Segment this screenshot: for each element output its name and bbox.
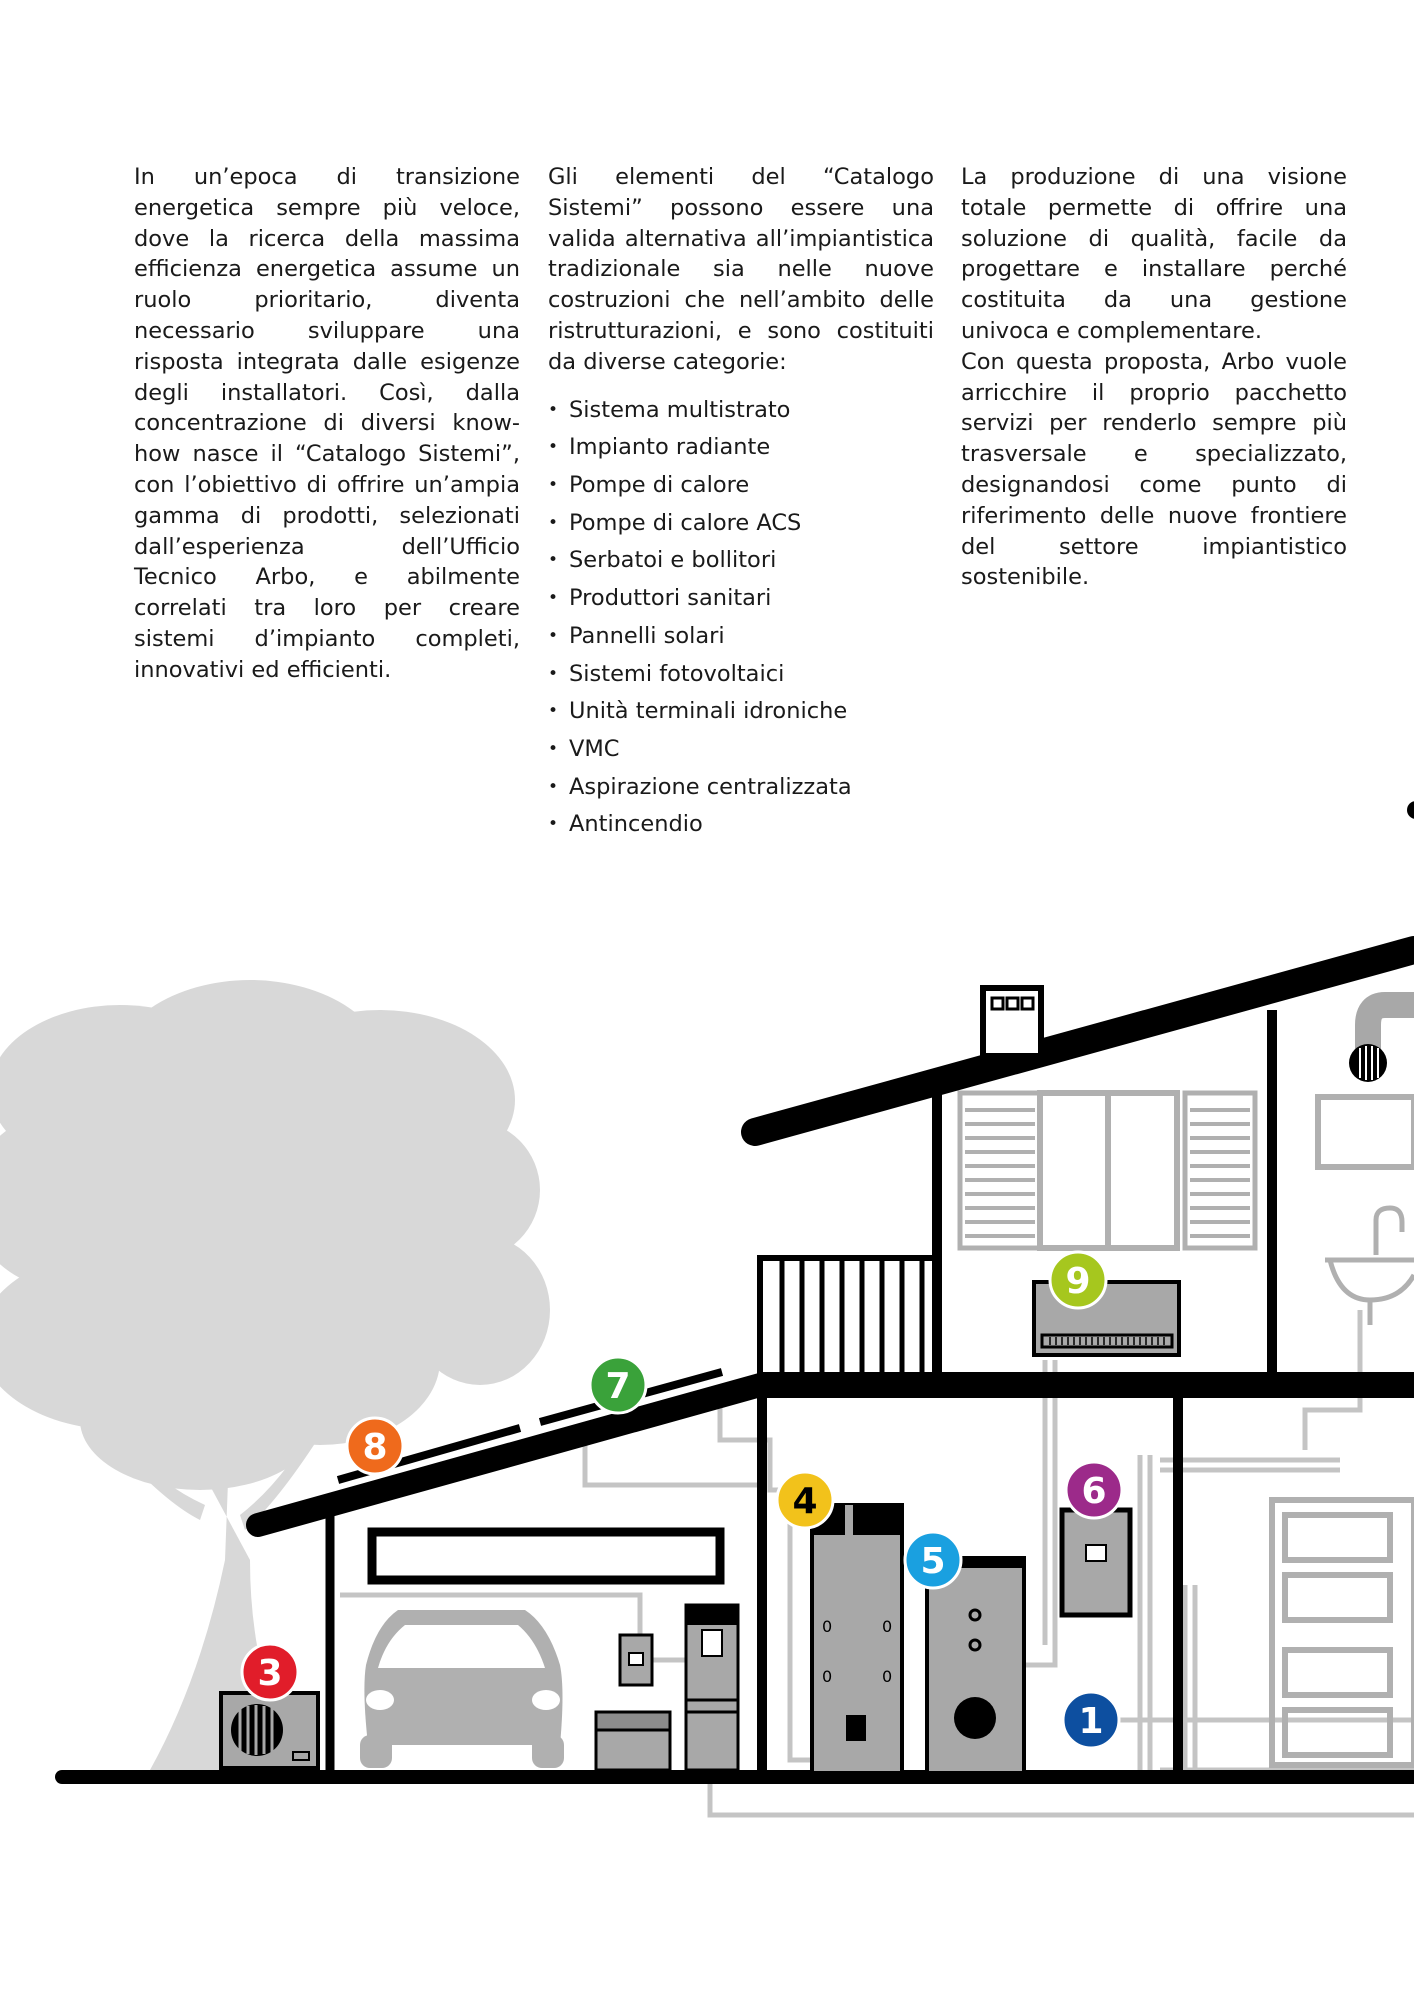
list-item: • Aspirazione centralizzata — [548, 769, 934, 807]
badge-4-label: 4 — [792, 1481, 818, 1522]
acs-heat-pump — [812, 1505, 902, 1773]
svg-text:0: 0 — [822, 1667, 833, 1686]
garage-equipment — [596, 1605, 738, 1770]
categories-intro: Gli elementi del “Catalogo Sistemi” possono essere una valida alternativa all’impiantistica tradizionale sia nelle nuove costruzioni che nell’ambito delle ristrutturazioni, e sono costituiti da diverse categorie: — [548, 164, 934, 375]
vision-paragraph: La produzione di una visione totale permette di offrire una soluzione di qualità, facile da progettare e installare perché costituita da una gestione univoca e complementare. — [961, 164, 1347, 344]
badge-9 — [1050, 1252, 1106, 1308]
edge-dot — [1407, 801, 1414, 819]
outdoor-heat-pump — [221, 1693, 318, 1768]
list-item: • Pompe di calore — [548, 467, 934, 505]
badge-5-label: 5 — [920, 1541, 946, 1582]
upper-window — [960, 1093, 1255, 1248]
storage-tank — [927, 1558, 1024, 1773]
badge-8-label: 8 — [362, 1427, 388, 1468]
badge-3 — [242, 1644, 298, 1700]
sanitary-producer — [1062, 1510, 1130, 1615]
badge-5 — [905, 1532, 961, 1588]
list-item: • Pannelli solari — [548, 618, 934, 656]
svg-text:0: 0 — [882, 1617, 893, 1636]
svg-text:0: 0 — [882, 1667, 893, 1686]
proposal-paragraph: Con questa proposta, Arbo vuole arricchire il proprio pacchetto servizi per renderlo sempre più trasversale e specializzato, designandosi come punto di riferimento delle nuove frontiere del settore impiantistico sostenibile. — [961, 348, 1347, 591]
badge-6 — [1066, 1462, 1122, 1518]
list-item: • Produttori sanitari — [548, 580, 934, 618]
sink — [1325, 1208, 1414, 1325]
list-item: • Pompe di calore ACS — [548, 505, 934, 543]
badge-1-label: 1 — [1078, 1701, 1104, 1742]
vmc-duct — [1318, 1005, 1414, 1167]
svg-text:0: 0 — [822, 1617, 833, 1636]
badge-3-label: 3 — [257, 1653, 283, 1694]
badge-8 — [347, 1418, 403, 1474]
list-item: • Unità terminali idroniche — [548, 693, 934, 731]
car — [360, 1610, 564, 1768]
list-item: • Antincendio — [548, 806, 934, 844]
door — [1272, 1500, 1414, 1765]
badge-7-label: 7 — [605, 1366, 631, 1407]
list-item: • VMC — [548, 731, 934, 769]
badge-4 — [777, 1472, 833, 1528]
chimney — [983, 988, 1041, 1056]
badge-9-label: 9 — [1065, 1261, 1091, 1302]
badge-6-label: 6 — [1081, 1471, 1107, 1512]
badge-7 — [590, 1357, 646, 1413]
list-item: • Sistemi fotovoltaici — [548, 656, 934, 694]
intro-paragraph: In un’epoca di transizione energetica sempre più veloce, dove la ricerca della massima efficienza energetica assume un ruolo prioritario, diventa necessario sviluppare una risposta integrata dalle esigenze degli installatori. Così, dalla concentrazione di diversi know-how nasce il “Catalogo Sistemi”, con l’obiettivo di offrire un’ampia gamma di prodotti, selezionati dall’esperienza dell’Ufficio Tecnico Arbo, e abilmente correlati tra loro per creare sistemi d’impianto completi, innovativi ed efficienti. — [134, 164, 520, 683]
list-item: • Impianto radiante — [548, 429, 934, 467]
list-item: • Sistema multistrato — [548, 392, 934, 430]
badge-1 — [1063, 1692, 1119, 1748]
list-item: • Serbatoi e bollitori — [548, 542, 934, 580]
